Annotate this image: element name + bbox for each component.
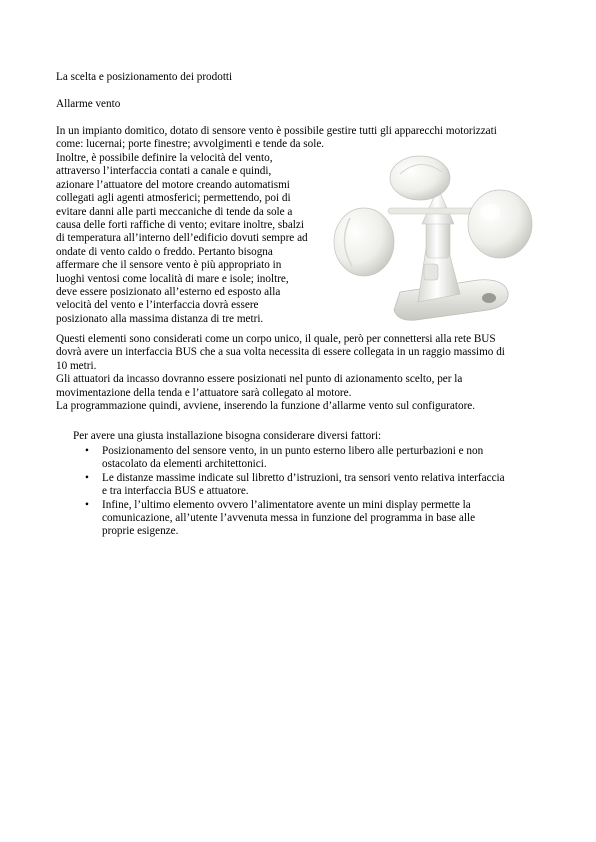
subtitle: Allarme vento: [56, 98, 121, 110]
wrapped-paragraph: [56, 152, 336, 326]
text-line: posizionato alla massima distanza di tre metri.: [56, 312, 264, 325]
text-line: azionare l’attuatore del motore creando automatismi: [56, 178, 290, 191]
text-line: velocità del vento e l’interfaccia dovrà essere: [56, 299, 259, 312]
text-line: di temperatura all’interno dell’edificio dovuti sempre ad: [56, 232, 308, 245]
text-line: Inoltre, è possibile definire la velocità del vento,: [56, 152, 273, 164]
text-line: causa delle forti raffiche di vento; evitare inoltre, sbalzi: [56, 219, 304, 232]
text-line: ondate di vento caldo o freddo. Pertanto bisogna: [56, 245, 273, 258]
anemometer-photo-icon: [328, 152, 536, 328]
text-line: movimentazione della tenda e l’attuatore sarà collegato al motore.: [56, 386, 352, 399]
text-line: ostacolato da elementi architettonici.: [102, 458, 267, 471]
text-line: luoghi ventosi come località di mare e isole; inoltre,: [56, 272, 289, 285]
section-title: La scelta e posizionamento dei prodotti: [56, 71, 233, 83]
factors-list: [80, 445, 550, 539]
text-line: deve essere posizionato all’esterno ed esposto alla: [56, 286, 281, 299]
text-line: Questi elementi sono considerati come un corpo unico, il quale, però per connettersi alla rete BUS: [56, 333, 496, 345]
text-line: affermare che il sensore vento è più appropriato in: [56, 259, 282, 272]
bullet-icon: •: [85, 498, 89, 511]
list-item: [80, 472, 550, 499]
bullet-icon: •: [85, 445, 89, 457]
text-line: 10 metri.: [56, 359, 97, 372]
text-line: Posizionamento del sensore vento, in un punto esterno libero alle perturbazioni e non: [102, 445, 484, 457]
text-line: e tra interfaccia BUS e attuatore.: [102, 485, 249, 498]
text-line: Infine, l’ultimo elemento ovvero l’alimentatore avente un mini display permette la: [102, 498, 471, 511]
text-line: come: lucernai; porte finestre; avvolgimenti e tende da sole.: [56, 138, 325, 151]
text-line: Gli attuatori da incasso dovranno essere posizionati nel punto di azionamento scelto, per la: [56, 373, 463, 386]
text-line: attraverso l’interfaccia contati a canale e quindi,: [56, 165, 272, 178]
list-item: [80, 499, 550, 539]
text-line: proprie esigenze.: [102, 525, 179, 538]
factors-intro: Per avere una giusta installazione bisogna considerare diversi fattori:: [73, 430, 382, 442]
intro-paragraph: [56, 125, 546, 152]
text-line: Le distanze massime indicate sul libretto d’istruzioni, tra sensori vento relativa interfaccia: [102, 471, 505, 484]
continuation-paragraph: [56, 333, 556, 413]
text-line: In un impianto domitico, dotato di sensore vento è possibile gestire tutti gli apparecchi motorizzati: [56, 125, 497, 137]
text-line: comunicazione, all’utente l’avvenuta messa in funzione del programma in base alle: [102, 512, 476, 525]
text-line: La programmazione quindi, avviene, inserendo la funzione d’allarme vento sul configuratore.: [56, 400, 476, 413]
text-line: collegati agli agenti atmosferici; permettendo, poi di: [56, 192, 291, 205]
list-item: [80, 445, 550, 472]
text-line: dovrà avere un interfaccia BUS che a sua volta necessita di essere collegata in un raggio massimo di: [56, 346, 505, 359]
bullet-icon: •: [85, 471, 89, 484]
text-line: evitare danni alle parti meccaniche di tende da sole a: [56, 205, 293, 218]
